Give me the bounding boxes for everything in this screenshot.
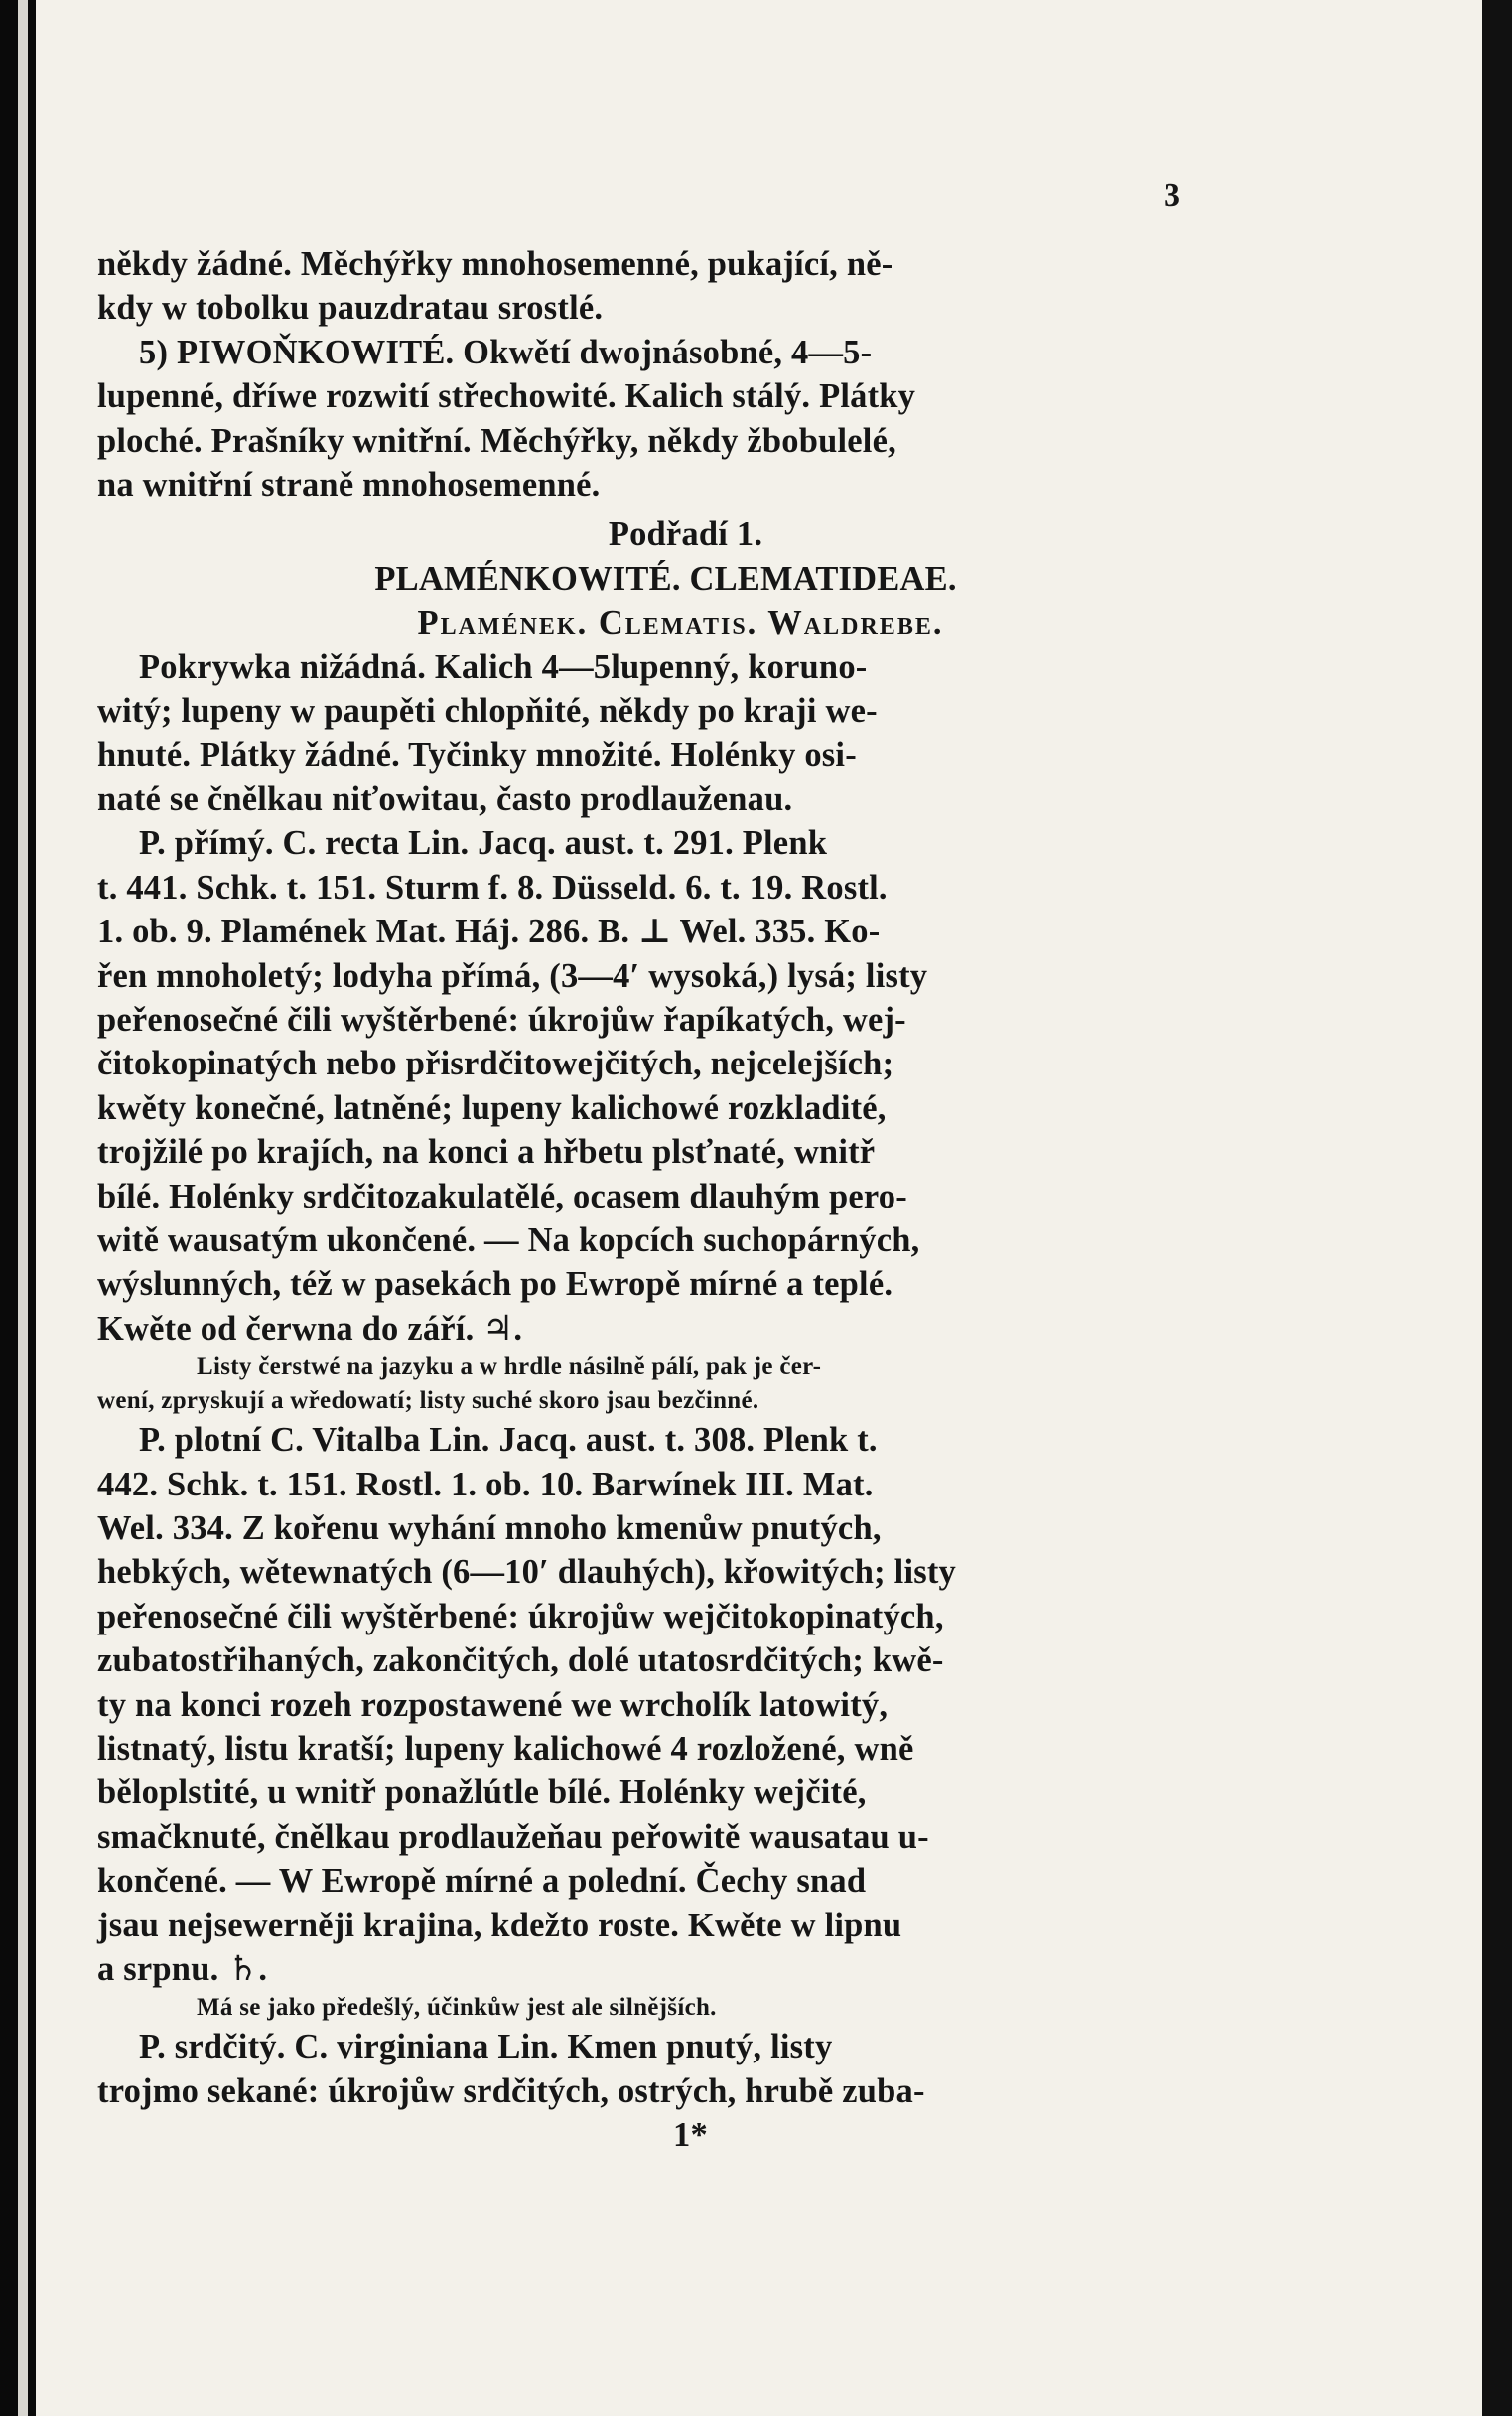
signature-mark: 1* — [673, 2116, 708, 2155]
text-line: někdy žádné. Měchýřky mnohosemenné, pukající, ně- — [97, 245, 893, 283]
text-line: ty na konci rozeh rozpostawené we wrcholík latowitý, — [97, 1685, 889, 1724]
text-line: naté se čnělkau niťowitau, často prodlauženau. — [97, 780, 793, 818]
text-line: t. 441. Schk. t. 151. Sturm f. 8. Düsseld. 6. t. 19. Rostl. — [97, 868, 888, 907]
text-line: smačknuté, čnělkau prodlaužeňau peřowitě wausatau u- — [97, 1817, 929, 1856]
text-line: witý; lupeny w paupěti chlopňité, někdy po kraji we- — [97, 692, 878, 731]
text-line: na wnitřní straně mnohosemenné. — [97, 466, 601, 504]
text-line: peřenosečné čili wyštěrbené: úkrojůw wejčitokopinatých, — [97, 1597, 944, 1635]
section-heading: Podřadí 1. — [608, 515, 763, 554]
text-line: wýslunných, též w pasekách po Ewropě mírné a teplé. — [97, 1265, 893, 1304]
text-line: jsau nejsewerněji krajina, kdežto roste. Kwěte w lipnu — [97, 1906, 902, 1944]
text-line: ploché. Prašníky wnitřní. Měchýřky, někdy žbobulelé, — [97, 421, 896, 460]
text-line: peřenosečné čili wyštěrbené: úkrojůw řapíkatých, wej- — [97, 1000, 906, 1039]
note-line: wení, zpryskují a wředowatí; listy suché skoro jsau bezčinné. — [97, 1387, 759, 1415]
text-line: kdy w tobolku pauzdratau srostlé. — [97, 289, 604, 328]
text-line: trojžilé po krajích, na konci a hřbetu plsťnaté, wnitř — [97, 1133, 876, 1172]
family-heading: PLAMÉNKOWITÉ. CLEMATIDEAE. — [374, 559, 957, 598]
left-page-stripe — [18, 0, 28, 2416]
text-line: trojmo sekané: úkrojůw srdčitých, ostrých, hrubě zuba- — [97, 2071, 925, 2110]
text-line: zubatostřihaných, zakončitých, dolé utatosrdčitých; kwě- — [97, 1641, 944, 1680]
text-line: řen mnoholetý; lodyha přímá, (3—4′ wysoká,) lysá; listy — [97, 956, 928, 995]
page-text — [97, 242, 1214, 2158]
text-line: listnatý, listu kratší; lupeny kalichowé 4 rozložené, wně — [97, 1730, 914, 1768]
book-page — [36, 0, 1482, 2416]
text-line: P. přímý. C. recta Lin. Jacq. aust. t. 291. Plenk — [139, 824, 828, 863]
text-line: witě wausatým ukončené. — Na kopcích suchopárných, — [97, 1220, 920, 1259]
text-line: končené. — W Ewropě mírné a polední. Čechy snad — [97, 1862, 867, 1901]
text-line: Kwěte od čerwna do září. ♃. — [97, 1309, 523, 1348]
text-line: hnuté. Plátky žádné. Tyčinky množité. Holénky osi- — [97, 736, 857, 775]
page-number: 3 — [1164, 177, 1180, 213]
text-line: 1. ob. 9. Plamének Mat. Háj. 286. B. ⊥ Wel. 335. Ko- — [97, 913, 881, 951]
note-line: Listy čerstwé na jazyku a w hrdle násilně pálí, pak je čer- — [197, 1353, 822, 1381]
note-line: Má se jako předešlý, účinkůw jest ale silnějších. — [197, 1994, 717, 2022]
text-line: hebkých, wětewnatých (6—10′ dlauhých), křowitých; listy — [97, 1553, 957, 1592]
text-line: Pokrywka nižádná. Kalich 4—5lupenný, koruno- — [139, 647, 868, 686]
text-line: P. srdčitý. C. virginiana Lin. Kmen pnutý, listy — [139, 2028, 833, 2066]
text-line: čitokopinatých nebo přisrdčitowejčitých, nejcelejších; — [97, 1045, 894, 1083]
left-scan-edge — [0, 0, 36, 2416]
text-line: Wel. 334. Z kořenu wyhání mnoho kmenůw pnutých, — [97, 1508, 882, 1547]
text-line: a srpnu. ♄. — [97, 1950, 268, 1989]
text-line: lupenné, dříwe rozwití střechowité. Kalich stálý. Plátky — [97, 377, 916, 416]
text-line: bílé. Holénky srdčitozakulatělé, ocasem dlauhým pero- — [97, 1177, 907, 1215]
genus-heading: Plamének. Clematis. Waldrebe. — [417, 604, 944, 642]
text-line: běloplstité, u wnitř ponažlútle bílé. Holénky wejčité, — [97, 1774, 867, 1812]
right-scan-edge — [1482, 0, 1512, 2416]
text-line: 442. Schk. t. 151. Rostl. 1. ob. 10. Barwínek III. Mat. — [97, 1465, 874, 1503]
text-line: P. plotní C. Vitalba Lin. Jacq. aust. t. 308. Plenk t. — [139, 1421, 878, 1460]
text-line: 5) PIWOŇKOWITÉ. Okwětí dwojnásobné, 4—5- — [139, 333, 873, 371]
text-line: kwěty konečné, latněné; lupeny kalichowé rozkladité, — [97, 1088, 887, 1127]
